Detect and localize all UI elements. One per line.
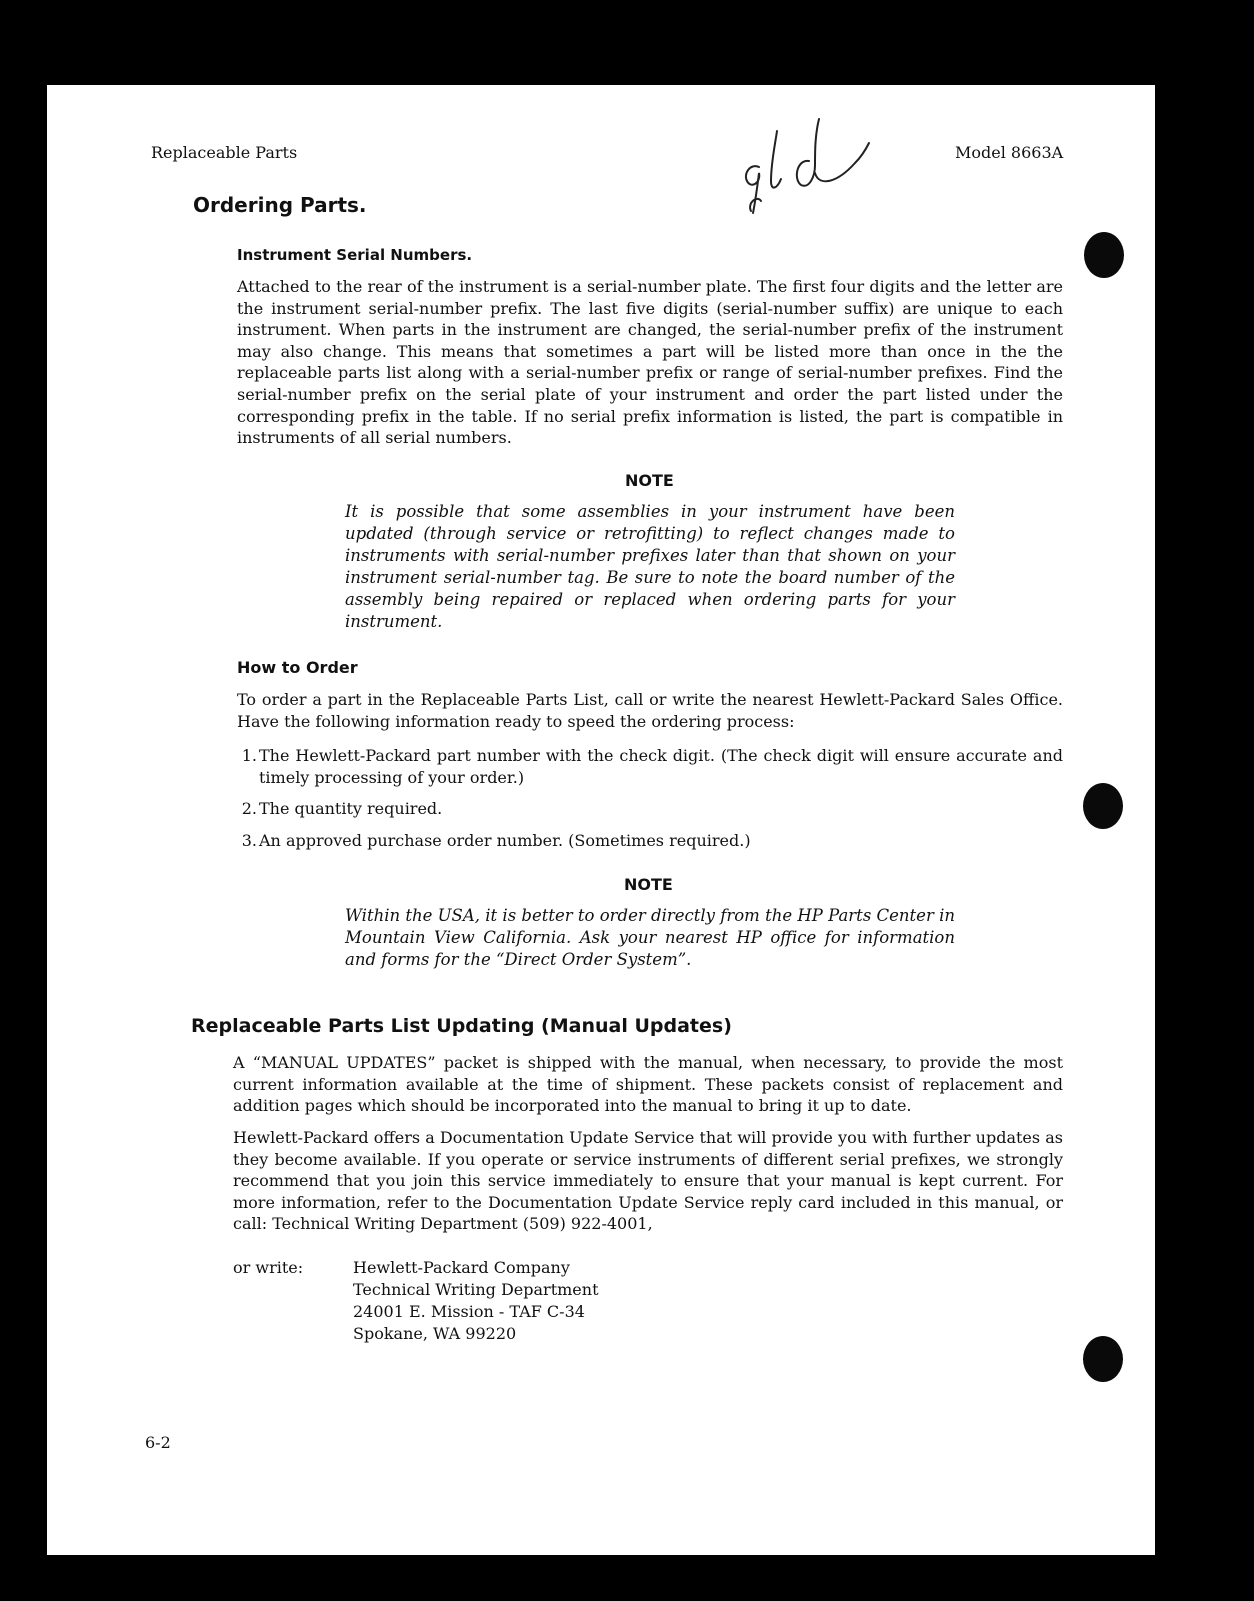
address-line: Spokane, WA 99220 bbox=[353, 1324, 517, 1343]
list-text: An approved purchase order number. (Sometimes required.) bbox=[259, 831, 751, 850]
note-label: NOTE bbox=[624, 875, 673, 894]
running-header-left: Replaceable Parts bbox=[151, 143, 298, 162]
punch-hole bbox=[1084, 232, 1124, 278]
section-title-manual-updates: Replaceable Parts List Updating (Manual Updates) bbox=[191, 1015, 732, 1037]
section-title-ordering-parts: Ordering Parts. bbox=[193, 193, 367, 217]
subheading-instrument-serial-numbers: Instrument Serial Numbers. bbox=[237, 246, 473, 264]
address-line: 24001 E. Mission - TAF C-34 bbox=[353, 1302, 585, 1321]
list-number: 2. bbox=[241, 799, 257, 818]
note-label: NOTE bbox=[625, 471, 674, 490]
punch-hole bbox=[1083, 1336, 1123, 1382]
address-line: Hewlett-Packard Company bbox=[353, 1258, 570, 1277]
page-number: 6-2 bbox=[145, 1433, 171, 1452]
punch-hole bbox=[1083, 783, 1123, 829]
serial-numbers-paragraph: Attached to the rear of the instrument is a serial-number plate. The first four digits and the letter are the instrument serial-number prefix. The last five digits (serial-number suffix) are unique to each instrument. When parts in the instrument are changed, the serial-number prefix of the instrument may also change. This means that sometimes a part will be listed more than once in the the replaceable parts list along with a serial-number prefix or range of serial-number prefixes. Find the serial-number prefix on the serial plate of your instrument and order the part listed under the corresponding prefix in the table. If no serial prefix information is listed, the part is compatible in instruments of all serial numbers. bbox=[237, 277, 1063, 448]
subheading-how-to-order: How to Order bbox=[237, 658, 358, 677]
note-text: Within the USA, it is better to order directly from the HP Parts Center in Mountain View California. Ask your nearest HP office for information and forms for the “Direct Order System”. bbox=[345, 906, 955, 969]
list-number: 3. bbox=[241, 831, 257, 850]
address-line: Technical Writing Department bbox=[353, 1280, 599, 1299]
how-to-order-paragraph: To order a part in the Replaceable Parts List, call or write the nearest Hewlett-Packard Sales Office. Have the following information ready to speed the ordering process: bbox=[237, 690, 1063, 731]
document-page bbox=[47, 85, 1155, 1555]
handwritten-annotation bbox=[737, 115, 877, 215]
manual-updates-paragraph: A “MANUAL UPDATES” packet is shipped with the manual, when necessary, to provide the most current information available at the time of shipment. These packets consist of replacement and addition pages which should be incorporated into the manual to bring it up to date. bbox=[233, 1053, 1063, 1116]
list-number: 1. bbox=[241, 746, 257, 765]
note-text: It is possible that some assemblies in your instrument have been updated (through service or retrofitting) to reflect changes made to instruments with serial-number prefixes later than that shown on your instrument serial-number tag. Be sure to note the board number of the assembly being repaired or replaced when ordering parts for your instrument. bbox=[345, 502, 955, 631]
list-text: The quantity required. bbox=[259, 799, 443, 818]
list-text: The Hewlett-Packard part number with the check digit. (The check digit will ensure accurate and timely processing of your order.) bbox=[259, 746, 1063, 787]
running-header-right: Model 8663A bbox=[955, 143, 1064, 162]
or-write-label: or write: bbox=[233, 1258, 304, 1277]
documentation-service-paragraph: Hewlett-Packard offers a Documentation Update Service that will provide you with further updates as they become available. If you operate or service instruments of different serial prefixes, we strongly recommend that you join this service immediately to ensure that your manual is kept current. For more information, refer to the Documentation Update Service reply card included in this manual, or call: Technical Writing Department (509) 922-4001, bbox=[233, 1128, 1063, 1234]
